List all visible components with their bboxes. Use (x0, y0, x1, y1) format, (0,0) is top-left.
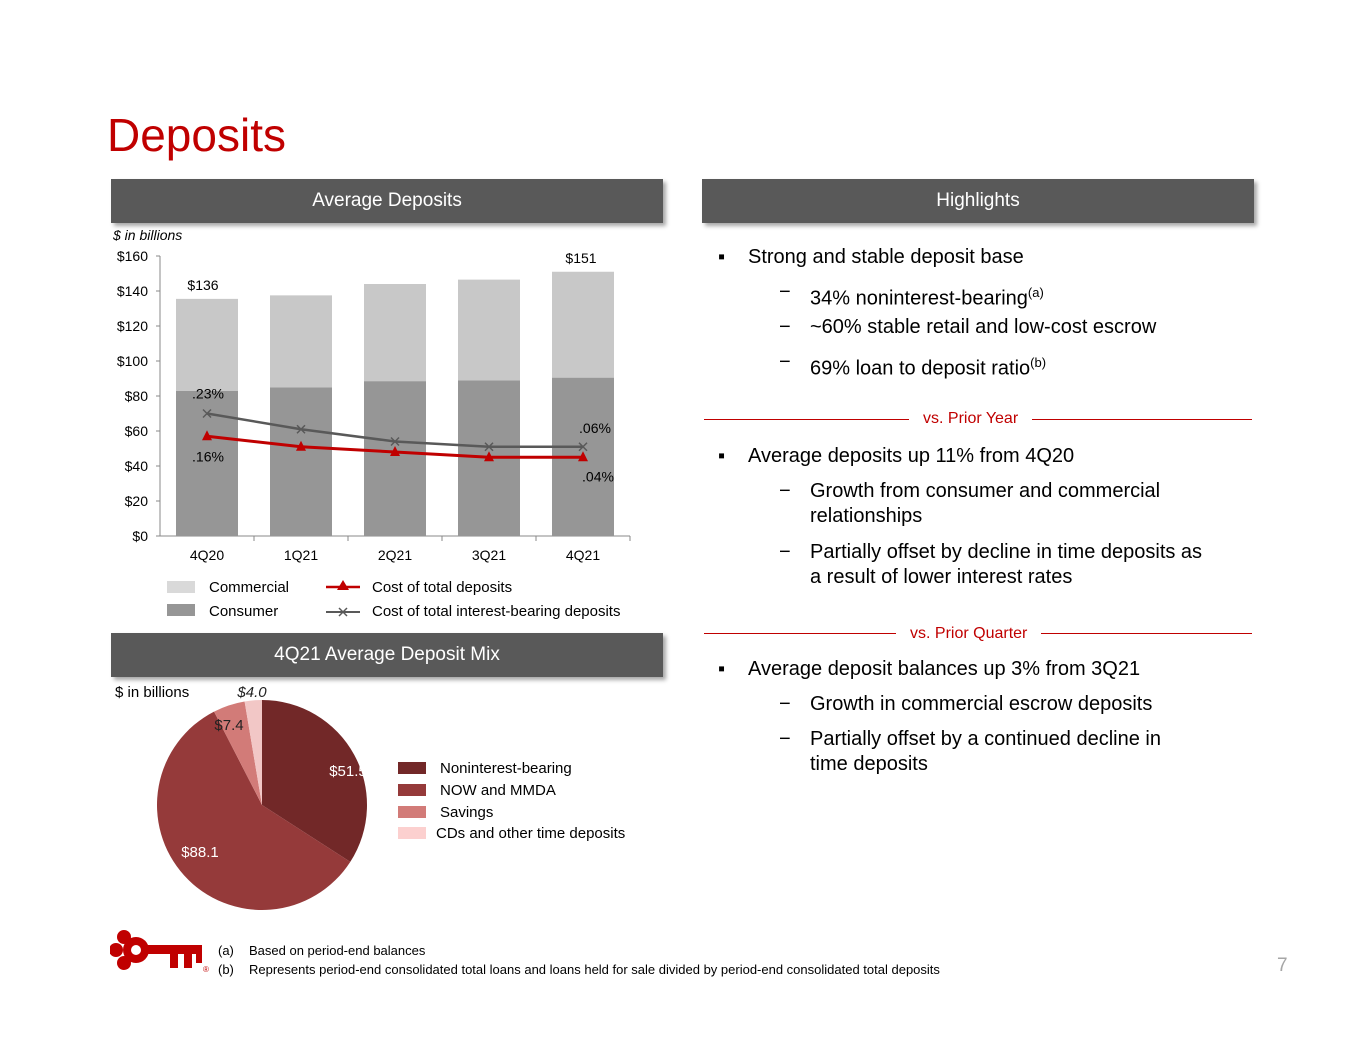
rate-label-total-4q20: .16% (192, 448, 224, 465)
y-tick-label: $0 (132, 528, 148, 544)
highlight-bullet-icon: ▪ (718, 658, 726, 680)
pie-swatch-2 (398, 806, 426, 818)
pie-legend-cds: CDs and other time deposits (436, 825, 626, 842)
pie-slice-savings-label: $7.4 (214, 717, 244, 734)
highlight-loan-ratio (810, 350, 1046, 382)
dash-icon: − (779, 728, 791, 750)
y-tick-label: $20 (124, 493, 148, 509)
highlights-header: Highlights (702, 179, 1254, 223)
highlight-growth-line2: relationships (810, 505, 923, 527)
legend-swatch-commercial (167, 581, 195, 593)
highlight-balances-up: Average deposit balances up 3% from 3Q21 (748, 658, 1141, 680)
footnote-a: Based on period-end balances (249, 943, 426, 958)
footnote-a-tag: (a) (218, 943, 234, 958)
dash-icon: − (779, 541, 791, 563)
highlight-noninterest-text: 34% noninterest-bearing (810, 287, 1028, 310)
bar-commercial (458, 280, 520, 381)
footnote-b-tag: (b) (218, 962, 234, 977)
footnote-ref-a: (a) (1027, 285, 1044, 300)
key-logo (110, 928, 210, 974)
pie-swatch-1 (398, 784, 426, 796)
pie-swatch-0 (398, 762, 426, 774)
divider-label-prior-quarter: vs. Prior Quarter (896, 625, 1041, 643)
pie-swatch-3 (398, 827, 426, 839)
bar-commercial (270, 295, 332, 387)
highlight-stable-retail: ~60% stable retail and low-cost escrow (810, 316, 1157, 338)
y-tick-label: $100 (116, 353, 148, 369)
legend-consumer: Consumer (209, 603, 279, 620)
highlight-noninterest (810, 280, 1044, 312)
average-deposits-chart (100, 245, 660, 595)
divider-label-prior-year: vs. Prior Year (909, 410, 1032, 428)
legend-commercial: Commercial (209, 579, 290, 596)
pie-slice-cds-label: $4.0 (237, 684, 267, 701)
highlight-decline-line1: Partially offset by a continued decline in (810, 728, 1161, 750)
x-tick-label: 3Q21 (471, 547, 507, 563)
page-number: 7 (1277, 955, 1288, 976)
total-label-4q20: $136 (187, 276, 219, 293)
pie-legend-now-mmda: NOW and MMDA (440, 782, 556, 799)
legend-cost-interest: Cost of total interest-bearing deposits (372, 603, 621, 620)
highlight-deposit-base: Strong and stable deposit base (748, 246, 1024, 268)
y-tick-label: $140 (116, 283, 148, 299)
y-tick-label: $80 (124, 388, 148, 404)
dash-icon: − (779, 351, 791, 373)
x-tick-label: 1Q21 (283, 547, 319, 563)
dash-icon: − (779, 480, 791, 502)
svg-text:®: ® (203, 965, 209, 974)
highlight-bullet-icon: ▪ (718, 246, 726, 268)
dash-icon: − (779, 316, 791, 338)
rate-label-total-4q21: .04% (582, 468, 614, 485)
x-tick-label: 4Q21 (565, 547, 601, 563)
y-tick-label: $60 (124, 423, 148, 439)
page-title: Deposits (107, 109, 286, 161)
dash-icon: − (779, 693, 791, 715)
footnote-ref-b: (b) (1030, 355, 1047, 370)
deposit-mix-header: 4Q21 Average Deposit Mix (111, 633, 663, 677)
highlight-deposits-up: Average deposits up 11% from 4Q20 (748, 445, 1075, 467)
footnote-b: Represents period-end consolidated total loans and loans held for sale divided by period-end consolidated total deposits (249, 962, 940, 977)
pie-legend-noninterest: Noninterest-bearing (440, 760, 572, 777)
y-tick-label: $120 (116, 318, 148, 334)
pie-slice-now-mmda-label: $88.1 (181, 844, 219, 861)
x-tick-label: 4Q20 (189, 547, 225, 563)
legend-cost-total-icon (326, 579, 362, 595)
y-tick-label: $160 (116, 248, 148, 264)
highlight-offset-line1: Partially offset by decline in time deposits as (810, 541, 1203, 563)
bar-commercial (176, 299, 238, 391)
total-label-4q21: $151 (565, 249, 597, 266)
deposits-unit-note: $ in billions (113, 227, 183, 243)
deposit-mix-pie (140, 680, 400, 920)
highlight-escrow-growth: Growth in commercial escrow deposits (810, 693, 1153, 715)
average-deposits-header: Average Deposits (111, 179, 663, 223)
highlight-decline-line2: time deposits (810, 753, 928, 775)
highlight-offset-line2: a result of lower interest rates (810, 566, 1073, 588)
x-tick-label: 2Q21 (377, 547, 413, 563)
pie-slice-noninterest-label: $51.5 (329, 763, 367, 780)
highlight-bullet-icon: ▪ (718, 445, 726, 467)
pie-legend-savings: Savings (440, 804, 494, 821)
rate-label-interest-4q20: .23% (192, 385, 224, 402)
legend-swatch-consumer (167, 604, 195, 616)
rate-label-interest-4q21: .06% (579, 419, 611, 436)
bar-commercial (552, 272, 614, 378)
bar-commercial (364, 284, 426, 381)
mix-unit-note: $ in billions (115, 684, 190, 701)
highlight-loan-ratio-text: 69% loan to deposit ratio (810, 357, 1031, 380)
highlight-growth-line1: Growth from consumer and commercial (810, 480, 1161, 502)
bar-consumer (270, 387, 332, 536)
legend-cost-total: Cost of total deposits (372, 579, 513, 596)
bar-consumer (364, 381, 426, 536)
y-tick-label: $40 (124, 458, 148, 474)
legend-cost-interest-icon (326, 604, 362, 620)
dash-icon: − (779, 281, 791, 303)
